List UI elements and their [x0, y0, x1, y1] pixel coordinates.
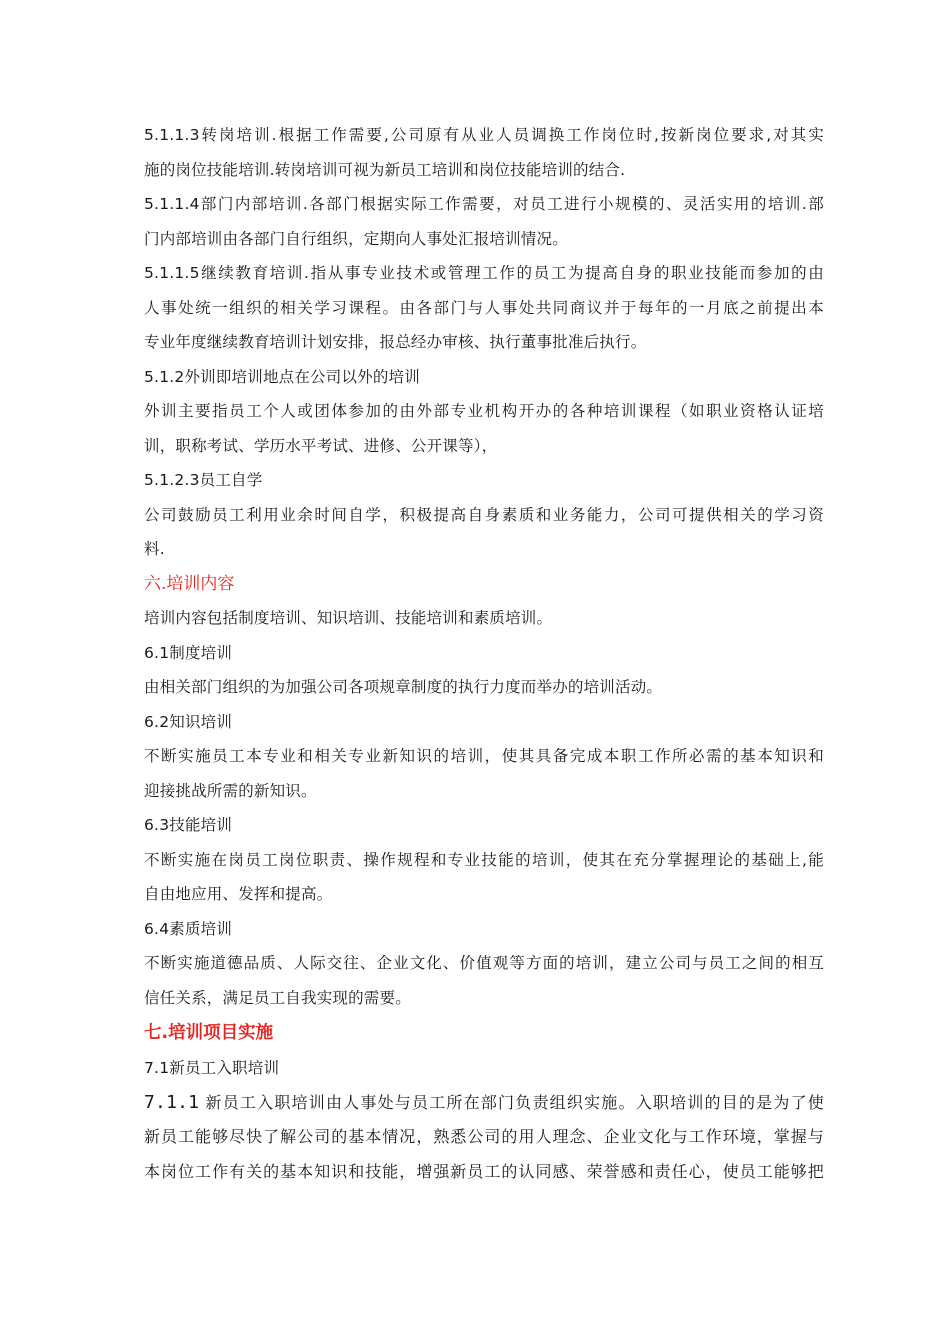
text-line: 5.1.2.3员工自学	[144, 471, 263, 489]
subheading-7-1: 7.1新员工入职培训	[144, 1059, 280, 1077]
text-line: 6.2知识培训	[144, 712, 233, 731]
section-6-body	[144, 601, 824, 1015]
text-line: 不断实施道德品质、人际交往、企业文化、价值观等方面的培训，建立公司与员工之间的相互	[144, 954, 824, 972]
text-line: 5.1.1.4部门内部培训.各部门根据实际工作需要，对员工进行小规模的、灵活实用的培训.部	[144, 195, 824, 213]
text-line: 门内部培训由各部门自行组织，定期向人事处汇报培训情况。	[144, 229, 568, 248]
heading-section-7: 七.培训项目实施	[144, 1023, 274, 1043]
text-line: 5.1.1.3转岗培训.根据工作需要,公司原有从业人员调换工作岗位时,按新岗位要求,对其实	[144, 126, 824, 144]
paragraph-7-1-1-line-2: 新员工能够尽快了解公司的基本情况，熟悉公司的用人理念、企业文化与工作环境，掌握与	[144, 1127, 824, 1146]
text-line: 专业年度继续教育培训计划安排，报总经办审核、执行董事批准后执行。	[144, 333, 647, 351]
text-line: 6.3技能培训	[144, 816, 233, 834]
document-body	[144, 118, 824, 1189]
heading-section-6: 六.培训内容	[144, 573, 235, 594]
text-line: 自由地应用、发挥和提高。	[144, 885, 333, 903]
paragraph-number: 7.1.1	[144, 1091, 200, 1113]
text-line: 由相关部门组织的为加强公司各项规章制度的执行力度而举办的培训活动。	[144, 678, 663, 696]
text-line: 迎接挑战所需的新知识。	[144, 781, 317, 800]
text-line: 5.1.1.5继续教育培训.指从事专业技术或管理工作的员工为提高自身的职业技能而参加的由	[144, 264, 824, 282]
text-line: 施的岗位技能培训.转岗培训可视为新员工培训和岗位技能培训的结合.	[144, 160, 626, 179]
text-line: 不断实施员工本专业和相关专业新知识的培训，使其具备完成本职工作所必需的基本知识和	[144, 747, 824, 765]
paragraph-7-1-1-line-3: 本岗位工作有关的基本知识和技能，增强新员工的认同感、荣誉感和责任心，使员工能够把	[144, 1161, 824, 1181]
text-line: 料.	[144, 540, 165, 558]
paragraph-text: 新员工入职培训由人事处与员工所在部门负责组织实施。入职培训的目的是为了使	[205, 1092, 824, 1112]
text-line: 5.1.2外训即培训地点在公司以外的培训	[144, 367, 420, 386]
text-line: 外训主要指员工个人或团体参加的由外部专业机构开办的各种培训课程（如职业资格认证培	[144, 402, 824, 420]
paragraph-7-1-1-line-1	[144, 1086, 824, 1121]
text-line: 6.4素质培训	[144, 919, 233, 938]
text-line: 6.1制度培训	[144, 643, 233, 662]
text-line: 训，职称考试、学历水平考试、进修、公开课等），	[144, 436, 498, 455]
text-line: 人事处统一组织的相关学习课程。由各部门与人事处共同商议并于每年的一月底之前提出本	[144, 298, 824, 317]
text-line: 不断实施在岗员工岗位职责、操作规程和专业技能的培训，使其在充分掌握理论的基础上,能	[144, 850, 824, 869]
text-line: 信任关系，满足员工自我实现的需要。	[144, 988, 411, 1007]
text-line: 培训内容包括制度培训、知识培训、技能培训和素质培训。	[144, 609, 553, 627]
section-5-continued	[144, 118, 824, 567]
text-line: 公司鼓励员工利用业余时间自学，积极提高自身素质和业务能力，公司可提供相关的学习资	[144, 505, 824, 524]
